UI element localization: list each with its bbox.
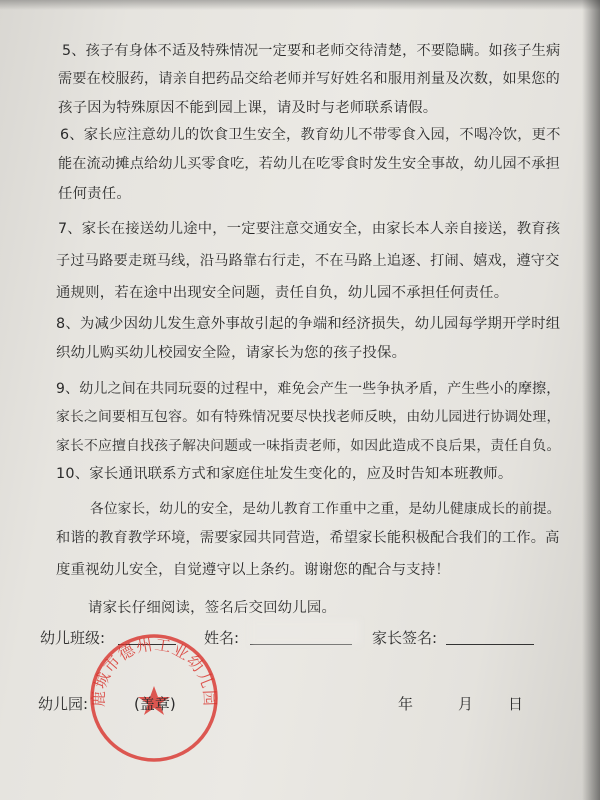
closing-line3: 度重视幼儿安全，自觉遵守以上条约。谢谢您的配合与支持！	[56, 562, 450, 578]
kindergarten-label: 幼儿园:	[38, 695, 89, 713]
p8-line2: 织幼儿购买幼儿校园安全险，请家长为您的孩子投保。	[56, 345, 407, 361]
p9-line2: 家长之间要相互包容。如有特殊情况要尽快找老师反映，由幼儿园进行协调处理，	[56, 409, 561, 425]
instruction-line: 请家长仔细阅读，签名后交回幼儿园。	[88, 600, 337, 616]
p5-line1: 5、孩子有身体不适及特殊情况一定要和老师交待清楚，不要隐瞒。如孩子生病	[62, 43, 561, 59]
name-label: 姓名:	[204, 629, 240, 647]
class-label: 幼儿班级:	[40, 629, 106, 647]
p9-line1: 9、幼儿之间在共同玩耍的过程中，难免会产生一些争执矛盾，产生些小的摩擦，	[56, 381, 561, 397]
p10-line1: 10、家长通讯联系方式和家庭住址发生变化的，应及时告知本班教师。	[56, 466, 513, 482]
closing-line1: 各位家长，幼儿的安全，是幼儿教育工作重中之重，是幼儿健康成长的前提。	[90, 501, 561, 517]
month-label: 月	[458, 695, 474, 713]
page-shadow-top	[0, 0, 600, 10]
page-shadow-right	[582, 0, 600, 800]
p7-line2: 子过马路要走斑马线，沿马路靠右行走，不在马路上追逐、打闹、嬉戏，遵守交	[56, 253, 560, 269]
day-label: 日	[508, 695, 524, 713]
p6-line1: 6、家长应注意幼儿的饮食卫生安全，教育幼儿不带零食入园，不喝冷饮，更不	[60, 127, 561, 143]
seal-text: 鹿城市德州工业幼儿园	[88, 634, 220, 708]
year-label: 年	[398, 695, 414, 713]
parent-sign-field[interactable]	[446, 644, 534, 645]
p9-line3: 家长不应擅自找孩子解决问题或一味指责老师，如因此造成不良后果，责任自负。	[56, 438, 561, 454]
p5-line2: 需要在校服药，请亲自把药品交给老师并写好姓名和服用剂量及次数，如果您的	[58, 71, 560, 87]
seal-label: (盖章)	[134, 695, 176, 713]
p6-line3: 任何责任。	[58, 186, 131, 202]
p7-line1: 7、家长在接送幼儿途中，一定要注意交通安全，由家长本人亲自接送，教育孩	[58, 221, 561, 237]
name-field[interactable]	[250, 644, 352, 645]
p8-line1: 8、为减少因幼儿发生意外事故引起的争端和经济损失，幼儿园每学期开学时组	[56, 316, 561, 332]
p5-line3: 孩子因为特殊原因不能到园上课，请及时与老师联系请假。	[58, 100, 438, 116]
closing-line2: 和谐的教育教学环境，需要家园共同营造，希望家长能积极配合我们的工作。高	[56, 530, 560, 546]
p7-line3: 通规则，若在途中出现安全问题，责任自负，幼儿园不承担任何责任。	[56, 285, 509, 301]
parent-sign-label: 家长签名:	[372, 629, 438, 647]
p6-line2: 能在流动摊点给幼儿买零食吃，若幼儿在吃零食时发生安全事故，幼儿园不承担	[58, 156, 560, 172]
redacted-name	[250, 620, 360, 644]
